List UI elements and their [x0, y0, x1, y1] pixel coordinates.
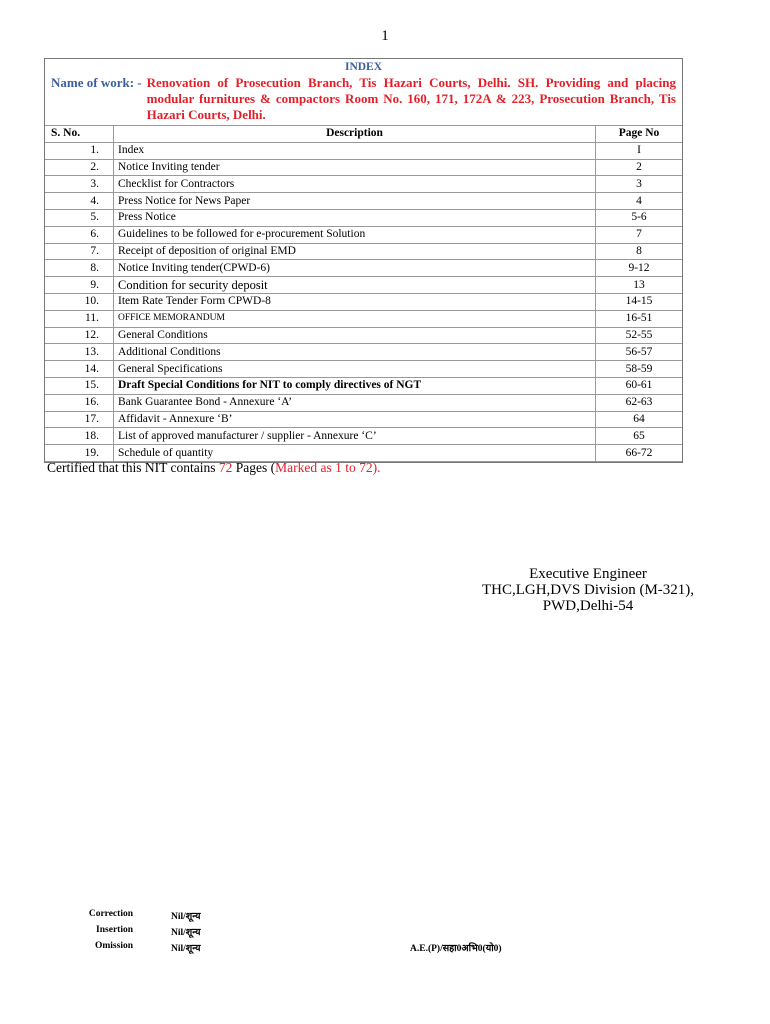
cell-description: Index — [114, 142, 596, 159]
cell-sno: 11. — [45, 310, 114, 327]
cell-description: Press Notice — [114, 209, 596, 226]
cell-description: Notice Inviting tender(CPWD-6) — [114, 260, 596, 277]
certified-pages: 72 — [218, 460, 233, 475]
cell-description: Draft Special Conditions for NIT to comply directives of NGT — [114, 377, 596, 394]
index-title: INDEX — [344, 61, 383, 73]
cell-page: 64 — [596, 411, 683, 428]
table-row — [45, 293, 682, 310]
cell-description: Press Notice for News Paper — [114, 193, 596, 210]
table-row — [45, 243, 682, 260]
table-header-row — [45, 126, 682, 143]
cell-page: 3 — [596, 176, 683, 193]
cell-sno: 13. — [45, 344, 114, 361]
cell-description: List of approved manufacturer / supplier - Annexure ‘C’ — [114, 428, 596, 445]
cell-page: 14-15 — [596, 293, 683, 310]
cell-page: 4 — [596, 193, 683, 210]
cell-description: Notice Inviting tender — [114, 159, 596, 176]
cell-page: 66-72 — [596, 445, 683, 462]
certified-marked: Marked as 1 to 72). — [275, 460, 381, 475]
table-row — [45, 394, 682, 411]
cell-sno: 9. — [45, 277, 114, 294]
cell-sno: 2. — [45, 159, 114, 176]
cell-sno: 18. — [45, 428, 114, 445]
insertion-label: Insertion — [96, 925, 133, 935]
cell-sno: 6. — [45, 226, 114, 243]
table-row — [45, 310, 682, 327]
cell-page: 16-51 — [596, 310, 683, 327]
cell-description: Receipt of deposition of original EMD — [114, 243, 596, 260]
cell-description: Additional Conditions — [114, 344, 596, 361]
cell-description: Checklist for Contractors — [114, 176, 596, 193]
table-row — [45, 411, 682, 428]
cell-page: 65 — [596, 428, 683, 445]
cell-sno: 1. — [45, 142, 114, 159]
cell-sno: 7. — [45, 243, 114, 260]
cell-page: 52-55 — [596, 327, 683, 344]
omission-value: Nil/शून्य — [171, 944, 201, 954]
cell-sno: 10. — [45, 293, 114, 310]
cell-description: Affidavit - Annexure ‘B’ — [114, 411, 596, 428]
cell-page: 2 — [596, 159, 683, 176]
cell-description: Guidelines to be followed for e-procurement Solution — [114, 226, 596, 243]
signature-title: Executive Engineer — [529, 566, 647, 582]
cell-page: 58-59 — [596, 361, 683, 378]
cell-page: 5-6 — [596, 209, 683, 226]
table-row — [45, 176, 682, 193]
cell-page: I — [596, 142, 683, 159]
correction-label: Correction — [88, 909, 133, 919]
table-row — [45, 428, 682, 445]
cell-sno: 4. — [45, 193, 114, 210]
cell-page: 56-57 — [596, 344, 683, 361]
cell-description: Schedule of quantity — [114, 445, 596, 462]
table-row — [45, 260, 682, 277]
index-table — [45, 125, 682, 462]
work-text: Renovation of Prosecution Branch, Tis Hazari Courts, Delhi. SH. Providing and placing modular furnitures & compactors Room No. 160, 171, 172A & 223, Prosecution Branch, Tis Hazari Courts, Delhi. — [146, 75, 676, 122]
cell-description: Item Rate Tender Form CPWD-8 — [114, 293, 596, 310]
signature-office: PWD,Delhi-54 — [542, 598, 634, 614]
cell-page: 60-61 — [596, 377, 683, 394]
table-row — [45, 344, 682, 361]
certified-middle: Pages ( — [232, 460, 276, 475]
index-box — [44, 58, 683, 463]
cell-page: 9-12 — [596, 260, 683, 277]
table-row — [45, 193, 682, 210]
cell-description: OFFICE MEMORANDUM — [114, 310, 596, 327]
cell-description: General Conditions — [114, 327, 596, 344]
cell-sno: 8. — [45, 260, 114, 277]
table-row — [45, 226, 682, 243]
header-sno: S. No. — [45, 126, 114, 143]
cell-sno: 14. — [45, 361, 114, 378]
table-row — [45, 327, 682, 344]
certified-prefix: Certified that this NIT contains — [47, 460, 219, 475]
page-number: 1 — [381, 28, 389, 44]
ae-designation: A.E.(P)/सहा0अभि0(यो0) — [410, 944, 502, 954]
cell-sno: 12. — [45, 327, 114, 344]
work-label: Name of work: - — [51, 75, 142, 90]
cell-sno: 3. — [45, 176, 114, 193]
cell-sno: 17. — [45, 411, 114, 428]
cell-page: 62-63 — [596, 394, 683, 411]
table-row — [45, 142, 682, 159]
table-row — [45, 159, 682, 176]
cell-description: Bank Guarantee Bond - Annexure ‘A’ — [114, 394, 596, 411]
name-of-work — [45, 75, 682, 123]
cell-sno: 5. — [45, 209, 114, 226]
cell-description: General Specifications — [114, 361, 596, 378]
table-row — [45, 277, 682, 294]
table-row — [45, 209, 682, 226]
signature-block — [468, 566, 708, 614]
cell-sno: 16. — [45, 394, 114, 411]
table-row — [45, 361, 682, 378]
cell-page: 7 — [596, 226, 683, 243]
signature-division: THC,LGH,DVS Division (M-321), — [481, 582, 695, 598]
insertion-value: Nil/शून्य — [171, 928, 201, 938]
header-page: Page No — [596, 126, 683, 143]
header-description: Description — [114, 126, 596, 143]
cell-description: Condition for security deposit — [114, 277, 596, 294]
cell-sno: 19. — [45, 445, 114, 462]
table-row — [45, 445, 682, 462]
table-row — [45, 377, 682, 394]
correction-value: Nil/शून्य — [171, 912, 201, 922]
cell-sno: 15. — [45, 377, 114, 394]
certified-text — [47, 460, 380, 476]
cell-page: 13 — [596, 277, 683, 294]
cell-page: 8 — [596, 243, 683, 260]
omission-label: Omission — [94, 941, 133, 951]
